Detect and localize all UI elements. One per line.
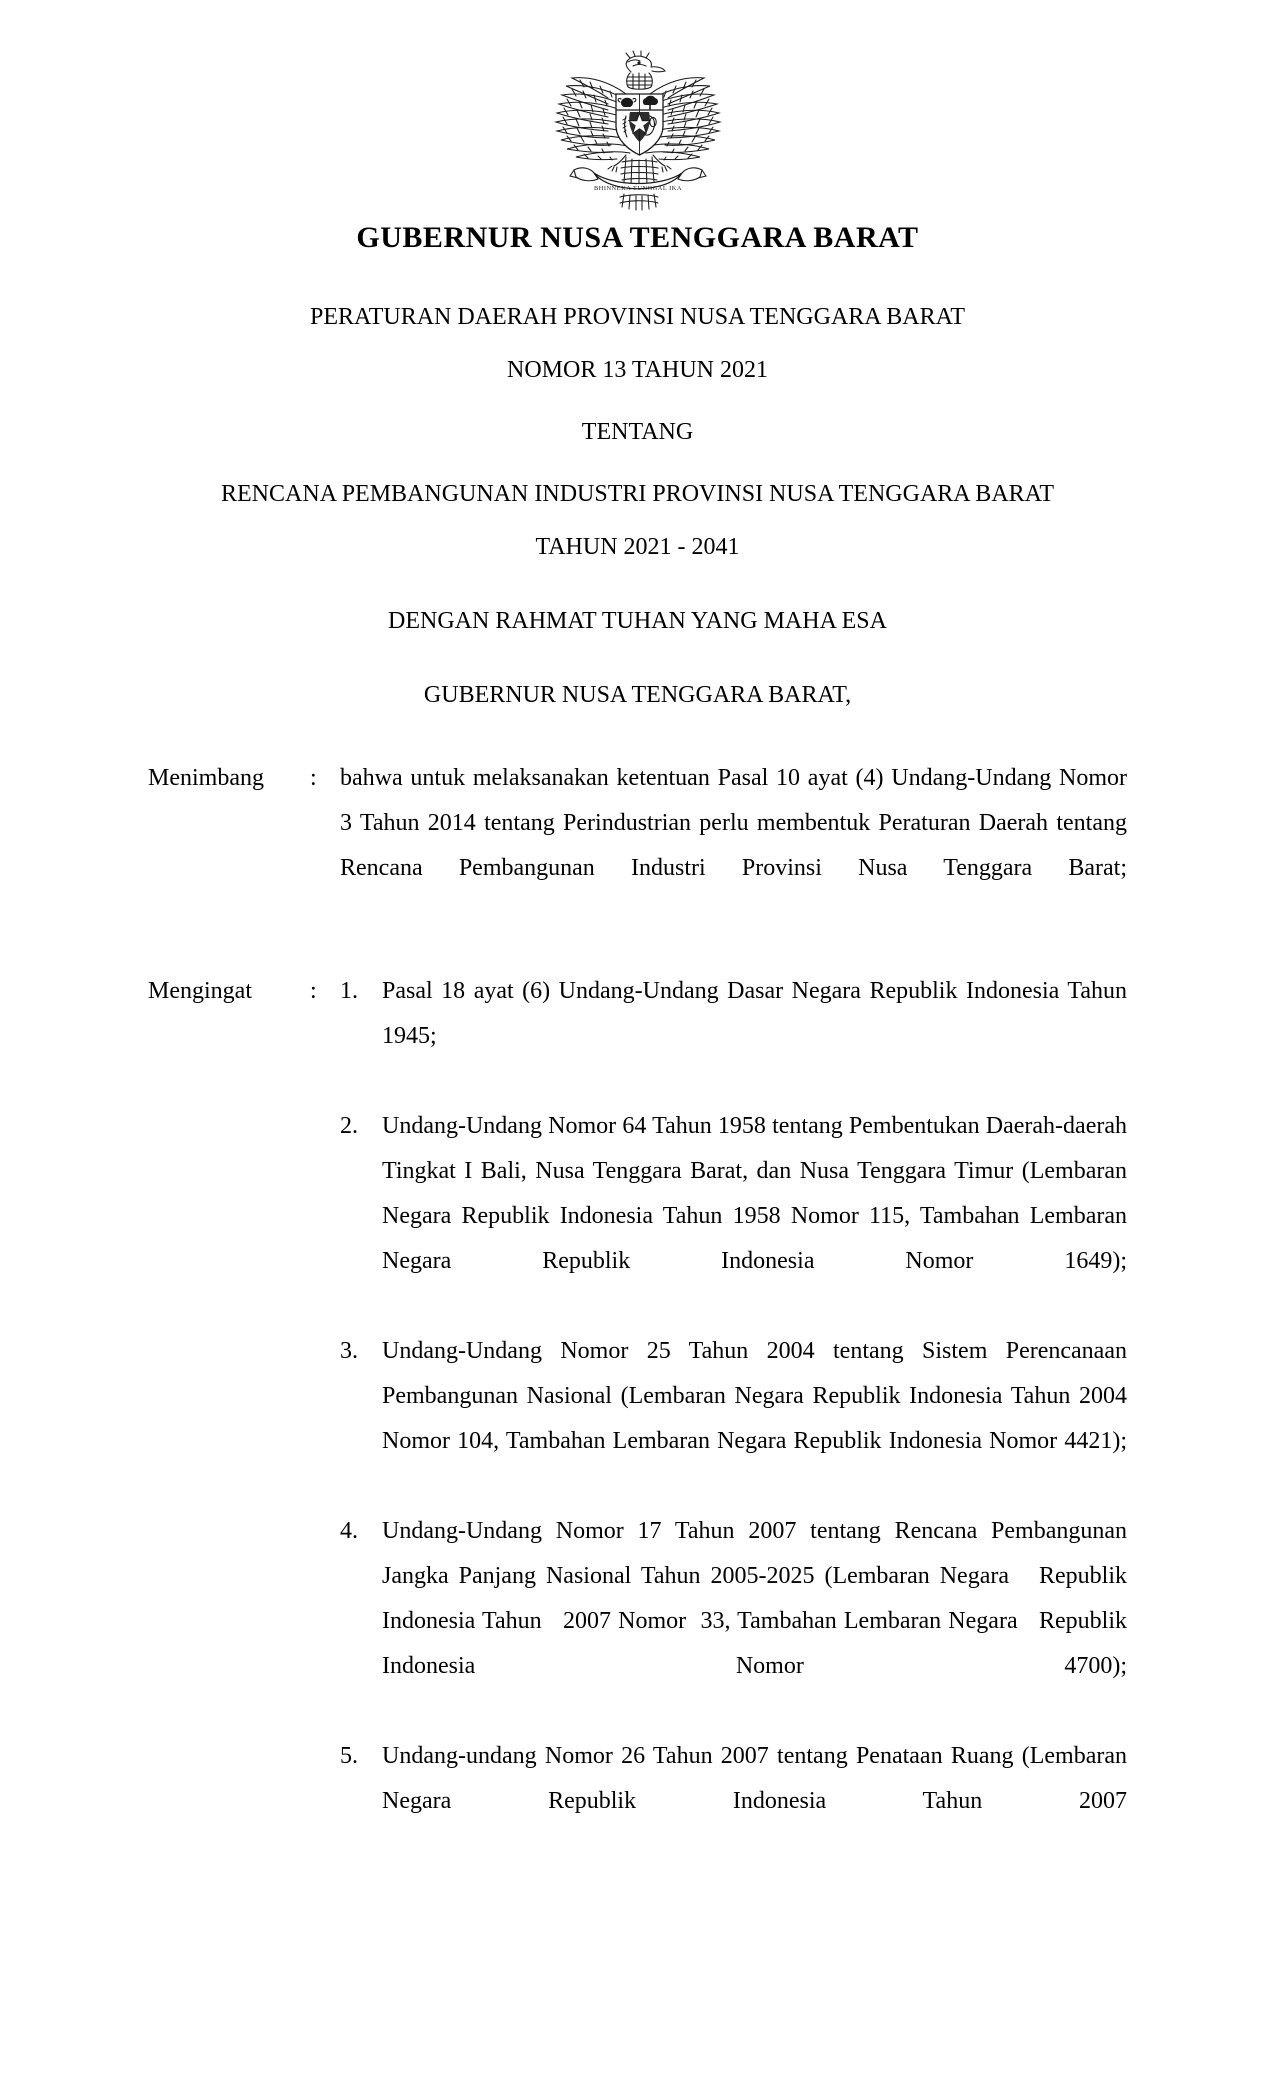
regulation-number-line: NOMOR 13 TAHUN 2021: [507, 357, 768, 383]
recalling-body: [340, 969, 1145, 1869]
regulation-period-line: TAHUN 2021 - 2041: [535, 534, 740, 560]
list-item: [340, 1104, 1133, 1329]
governor-line: GUBERNUR NUSA TENGGARA BARAT,: [423, 682, 852, 708]
list-item-marker: 5.: [340, 1743, 358, 1769]
list-item-text: Undang-Undang Nomor 64 Tahun 1958 tentang Pembentukan Daerah-daerah Tingkat I Bali, Nusa Tenggara Barat, dan Nusa Tenggara Timur (Lembaran Negara Republik Indonesia Tahun 1958 Nomor 115, Tambahan Lembaran Negara Republik Indonesia Nomor 1649);: [382, 1113, 1133, 1274]
regulation-type-line: PERATURAN DAERAH PROVINSI NUSA TENGGARA BARAT: [310, 304, 965, 330]
recalling-clause: [148, 969, 1145, 1869]
considering-colon: :: [310, 765, 317, 791]
recalling-colon: :: [310, 978, 317, 1004]
document-body: [0, 756, 1275, 1869]
list-item-marker: 3.: [340, 1338, 358, 1364]
recalling-label: Mengingat: [148, 978, 252, 1004]
about-label-line: TENTANG: [581, 419, 694, 445]
list-item-text: Undang-undang Nomor 26 Tahun 2007 tentang Penataan Ruang (Lembaran Negara Republik Indonesia Tahun 2007: [382, 1743, 1133, 1814]
considering-text: bahwa untuk melaksanakan ketentuan Pasal 10 ayat (4) Undang-Undang Nomor 3 Tahun 2014 tentang Perindustrian perlu membentuk Peraturan Daerah tentang Rencana Pembangunan Industri Provinsi Nusa Tenggara Barat;: [340, 765, 1133, 881]
list-item-text: Pasal 18 ayat (6) Undang-Undang Dasar Negara Republik Indonesia Tahun 1945;: [382, 978, 1133, 1049]
considering-label: Menimbang: [148, 765, 264, 791]
list-item-marker: 4.: [340, 1518, 358, 1544]
svg-text:BHINNEKA TUNGGAL IKA: BHINNEKA TUNGGAL IKA: [593, 185, 682, 192]
list-item-text: Undang-Undang Nomor 25 Tahun 2004 tentang Sistem Perencanaan Pembangunan Nasional (Lembaran Negara Republik Indonesia Tahun 2004 Nomor 104, Tambahan Lembaran Negara Republik Indonesia Nomor 4421);: [382, 1338, 1133, 1454]
list-item-marker: 2.: [340, 1113, 358, 1139]
considering-body: [340, 756, 1133, 936]
regulation-header-block: [0, 302, 1275, 710]
regulation-subject-line: RENCANA PEMBANGUNAN INDUSTRI PROVINSI NUSA TENGGARA BARAT: [221, 481, 1054, 507]
considering-clause: [148, 756, 1133, 936]
emblem-container: [0, 0, 1275, 210]
list-item-marker: 1.: [340, 978, 358, 1004]
list-item: [340, 1329, 1133, 1509]
list-item: [340, 1509, 1145, 1734]
garuda-pancasila-emblem: [538, 42, 738, 232]
list-item: [340, 969, 1133, 1104]
page-title: GUBERNUR NUSA TENGGARA BARAT: [356, 221, 919, 254]
blessing-line: DENGAN RAHMAT TUHAN YANG MAHA ESA: [388, 608, 887, 634]
recalling-list: [340, 969, 1145, 1869]
list-item-text: Undang-Undang Nomor 17 Tahun 2007 tentang Rencana Pembangunan Jangka Panjang Nasional Tahun 2005-2025 (Lembaran Negara Republik Indonesia Tahun 2007 Nomor 33, Tambahan Lembaran Negara Republik Indonesia Nomor 4700);: [382, 1518, 1145, 1679]
list-item: [340, 1734, 1133, 1869]
